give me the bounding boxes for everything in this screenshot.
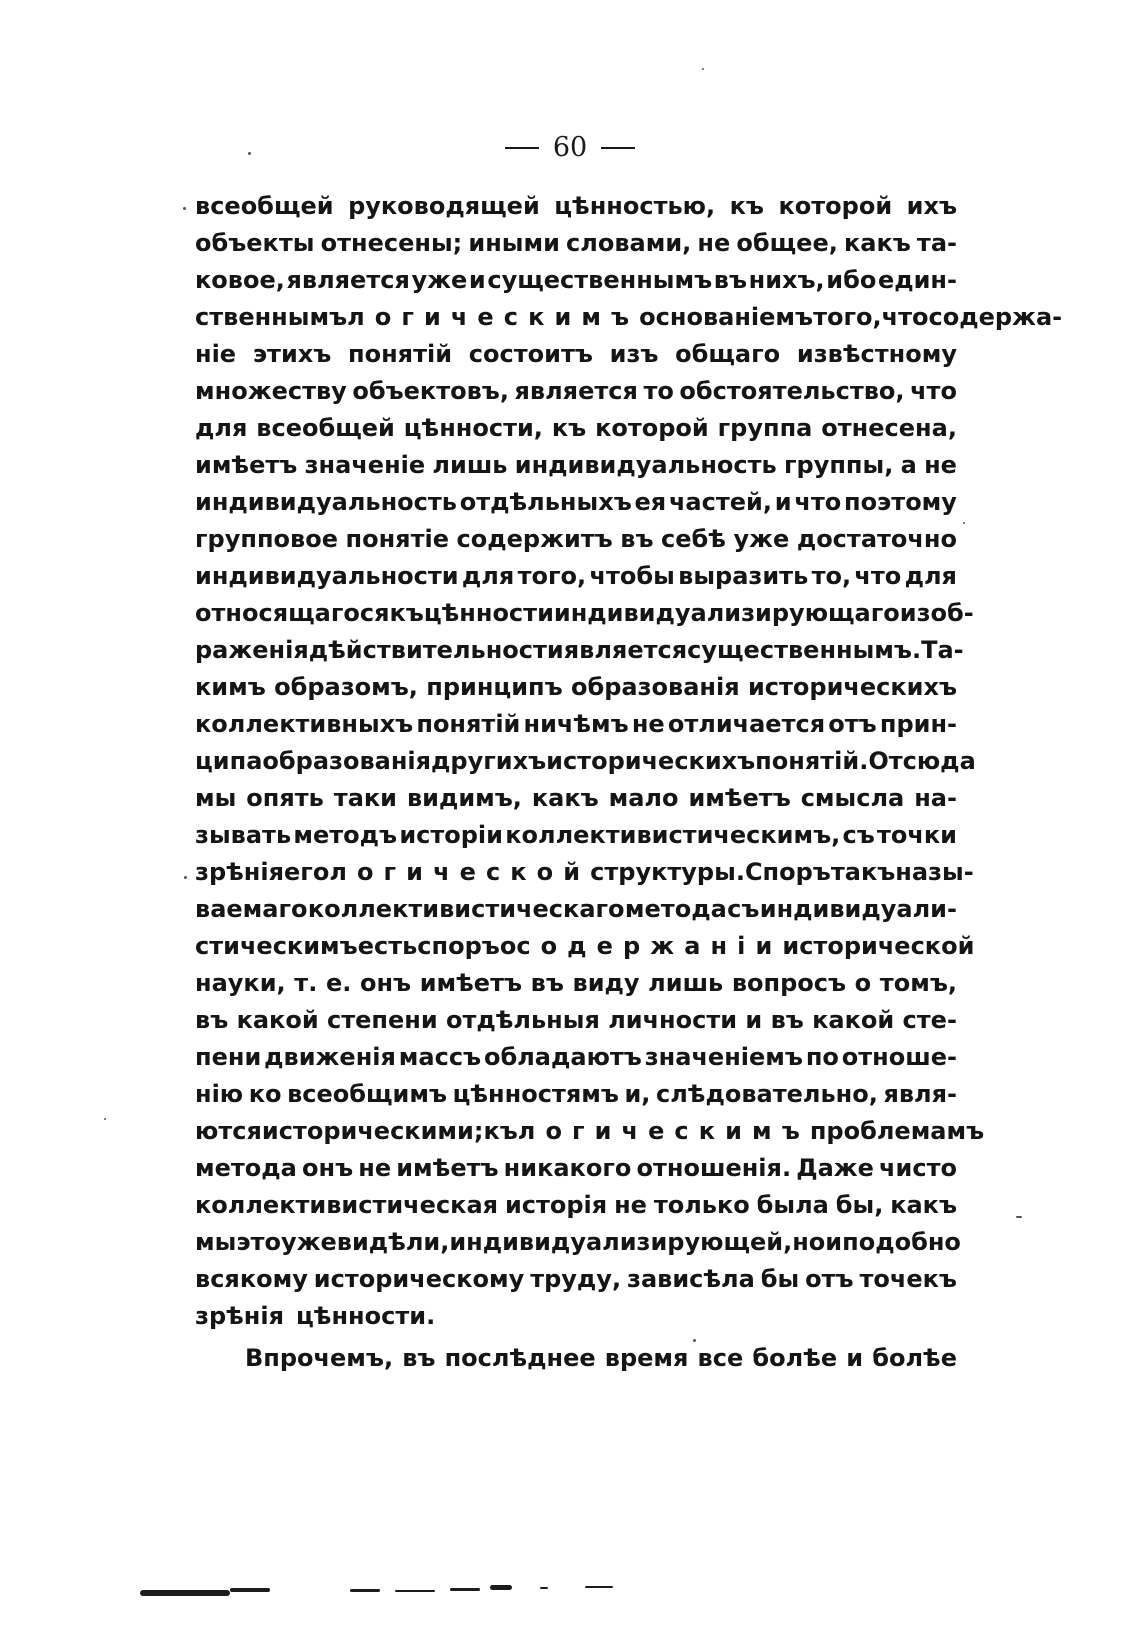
word: цѣнности	[423, 599, 554, 627]
text-line	[195, 373, 957, 410]
word: состоитъ	[468, 340, 593, 368]
word: обстоятельство,	[679, 377, 905, 405]
word: общаго	[675, 340, 781, 368]
text-line	[195, 299, 1063, 336]
word: все	[697, 1344, 744, 1372]
word: другихъ	[431, 747, 547, 775]
word: но	[792, 1228, 826, 1256]
word: отъ	[805, 1265, 854, 1293]
word: Та-	[921, 636, 964, 664]
word: подобно	[842, 1228, 961, 1256]
word: себѣ	[661, 525, 726, 553]
word: метода	[624, 895, 727, 923]
word: мы	[195, 784, 237, 812]
word: споръ	[417, 932, 500, 960]
word: въ	[713, 266, 748, 294]
word: является	[286, 266, 410, 294]
word: отнесены;	[320, 229, 463, 257]
word: по	[805, 1043, 839, 1071]
word: дѣйствительности	[308, 636, 564, 664]
word: словами,	[566, 229, 692, 257]
word: время	[604, 1344, 689, 1372]
word: онъ	[359, 969, 412, 997]
word: не	[697, 229, 731, 257]
word: это	[236, 1228, 281, 1256]
word: уже	[733, 525, 790, 553]
word: объектовъ,	[352, 377, 509, 405]
word: въ	[195, 1006, 229, 1034]
word: ніе	[195, 340, 237, 368]
word: достаточно	[796, 525, 957, 553]
word: о	[499, 932, 517, 960]
word: уже	[280, 1228, 337, 1256]
word: имѣетъ	[195, 451, 298, 479]
word: ея	[634, 488, 667, 516]
word: зывать	[195, 821, 292, 849]
word: изъ	[609, 340, 659, 368]
word: лишь	[432, 451, 508, 479]
word: къ	[729, 192, 764, 220]
word: на-	[914, 784, 957, 812]
word: исторической	[782, 932, 975, 960]
word: всякому	[195, 1265, 308, 1293]
word: то	[643, 377, 674, 405]
text-line	[195, 669, 957, 706]
word: всеобщей	[256, 414, 395, 442]
word: ибо	[826, 266, 877, 294]
word: историческими;	[261, 1117, 484, 1145]
word: кимъ	[195, 673, 266, 701]
word: и	[825, 1228, 843, 1256]
word: т.	[294, 969, 318, 997]
word: не	[614, 1191, 647, 1219]
word: болѣе	[872, 1344, 957, 1372]
word: бы,	[835, 1191, 884, 1219]
text-line	[195, 1039, 957, 1076]
word: въ	[770, 1006, 804, 1034]
word: движенія	[264, 1043, 396, 1071]
word: отличается	[667, 710, 826, 738]
word: относящагося	[195, 599, 390, 627]
word: какой	[812, 1006, 895, 1034]
text-line	[195, 1113, 985, 1150]
word: вопросъ	[731, 969, 847, 997]
word: какъ	[843, 229, 911, 257]
word: труду,	[530, 1265, 622, 1293]
word: Впрочемъ,	[245, 1344, 394, 1372]
text-line	[195, 484, 957, 521]
text-line	[195, 447, 957, 484]
word: основаніемъ	[639, 303, 814, 331]
scan-speck	[104, 1118, 106, 1120]
word: цѣнности,	[403, 414, 543, 442]
word: существеннымъ	[487, 266, 713, 294]
word: того,	[517, 562, 587, 590]
word: къ	[389, 599, 424, 627]
word: коллективистическимъ,	[505, 821, 841, 849]
word: для	[461, 562, 515, 590]
bottom-edge-mark	[350, 1589, 380, 1592]
word: которой	[778, 192, 893, 220]
scan-speck	[1016, 1216, 1022, 1218]
word: ственнымъ	[195, 303, 348, 331]
text-line	[195, 595, 974, 632]
word: иными	[468, 229, 560, 257]
word: методъ	[293, 821, 398, 849]
word: понятій	[348, 340, 453, 368]
text-line	[195, 706, 957, 743]
word: бы	[760, 1265, 800, 1293]
word: которой	[595, 414, 709, 442]
bottom-edge-mark	[540, 1587, 548, 1589]
word: проблемамъ	[809, 1117, 985, 1145]
word: содержитъ	[456, 525, 613, 553]
word: для	[195, 414, 248, 442]
word: ваемаго	[195, 895, 308, 923]
word: степени	[326, 1006, 438, 1034]
word: и	[846, 1344, 864, 1372]
text-line	[195, 225, 957, 262]
text-line	[195, 743, 976, 780]
word: образованія	[262, 747, 432, 775]
word: частей,	[668, 488, 772, 516]
word: понятій.	[755, 747, 869, 775]
word: руководящей	[348, 192, 540, 220]
page-header	[0, 128, 1140, 168]
scan-speck	[184, 876, 187, 879]
word: отнесена,	[821, 414, 957, 442]
page-number: 60	[552, 132, 588, 163]
word: какой	[236, 1006, 319, 1034]
word: его	[284, 858, 330, 886]
word: индивидуали-	[759, 895, 957, 923]
word: онъ	[302, 1154, 354, 1182]
word: лишь	[648, 969, 724, 997]
word: понятіе	[345, 525, 449, 553]
text-line	[195, 928, 975, 965]
word: Споръ	[744, 858, 831, 886]
word: къ	[483, 1117, 518, 1145]
word: такъ	[830, 858, 896, 886]
word: мало	[608, 784, 679, 812]
word: ихъ	[906, 192, 957, 220]
word: Отсюда	[868, 747, 976, 775]
word: не	[631, 710, 665, 738]
bottom-edge-mark	[450, 1588, 480, 1591]
word: личности	[608, 1006, 738, 1034]
text-line	[195, 891, 957, 928]
scan-speck	[248, 152, 251, 155]
word: и	[745, 1006, 763, 1034]
word: всеобщимъ	[287, 1080, 448, 1108]
word: стическимъ	[195, 932, 358, 960]
word: назы-	[895, 858, 974, 886]
word: смысла	[800, 784, 905, 812]
text-line	[195, 1298, 957, 1335]
bottom-edge-mark	[395, 1590, 435, 1592]
word: отношенія.	[636, 1154, 792, 1182]
word: то,	[811, 562, 852, 590]
word: сте-	[902, 1006, 957, 1034]
word: что	[854, 562, 902, 590]
word: какъ	[890, 1191, 957, 1219]
word: цѣнностью,	[554, 192, 716, 220]
word: слѣдовательно,	[656, 1080, 878, 1108]
word: логическимъ	[517, 1117, 810, 1145]
word: болѣе	[752, 1344, 838, 1372]
word: имѣетъ	[419, 969, 523, 997]
word: раженія	[195, 636, 309, 664]
word: таки	[333, 784, 397, 812]
text-line	[195, 262, 957, 299]
word: историческому	[313, 1265, 525, 1293]
word: извѣстному	[796, 340, 957, 368]
word: индивидуализирующей,	[449, 1228, 793, 1256]
word: послѣднее	[444, 1344, 596, 1372]
word: коллективистическая	[195, 1191, 499, 1219]
word: нихъ,	[748, 266, 825, 294]
word: томъ,	[879, 969, 957, 997]
word: цѣнностямъ	[452, 1080, 619, 1108]
word: исторія	[504, 1191, 608, 1219]
left-dash	[505, 147, 539, 149]
word: понятій	[416, 710, 521, 738]
word: Даже	[796, 1154, 874, 1182]
word: ковое,	[195, 266, 285, 294]
word: не	[358, 1154, 392, 1182]
word: ются	[195, 1117, 262, 1145]
word: поэтому	[843, 488, 957, 516]
word: и	[774, 488, 792, 516]
scan-speck	[702, 68, 704, 70]
word: что	[910, 377, 957, 405]
word: точки	[877, 821, 957, 849]
word: съ	[842, 821, 875, 849]
body-text	[195, 188, 1063, 1377]
word: для	[904, 562, 957, 590]
word: точекъ	[859, 1265, 957, 1293]
text-line	[195, 410, 957, 447]
word: зрѣнія	[195, 858, 285, 886]
word: группа	[717, 414, 813, 442]
word: ципа	[195, 747, 263, 775]
word: виду	[572, 969, 640, 997]
text-line	[195, 854, 974, 891]
word: какъ	[531, 784, 599, 812]
word: историческихъ	[546, 747, 756, 775]
word: групповое	[195, 525, 338, 553]
word: и	[468, 266, 486, 294]
word: въ	[402, 1344, 436, 1372]
word: метода	[195, 1154, 297, 1182]
word: группы,	[783, 451, 894, 479]
word: съ	[727, 895, 760, 923]
word: коллективныхъ	[195, 710, 414, 738]
word: что	[881, 303, 929, 331]
word: что	[794, 488, 842, 516]
bottom-edge-mark	[140, 1590, 230, 1596]
text-line	[195, 558, 957, 595]
word: существеннымъ.	[687, 636, 922, 664]
word: этихъ	[252, 340, 332, 368]
word: зависѣла	[627, 1265, 755, 1293]
word: значеніе	[304, 451, 426, 479]
word: видѣли,	[336, 1228, 450, 1256]
word: образованія	[570, 673, 740, 701]
text-line	[195, 1224, 961, 1261]
word: прин-	[879, 710, 957, 738]
word: историческихъ	[747, 673, 957, 701]
word: логическимъ	[347, 303, 640, 331]
word: индивидуальности	[195, 562, 459, 590]
word: нію	[195, 1080, 244, 1108]
word: пени	[195, 1043, 262, 1071]
word: чисто	[879, 1154, 957, 1182]
word: зрѣнія	[195, 1302, 285, 1330]
word: е.	[325, 969, 352, 997]
word: чтобы	[589, 562, 675, 590]
right-dash	[601, 147, 635, 149]
word: содержа-	[928, 303, 1063, 331]
text-line	[195, 965, 957, 1002]
word: логической	[329, 858, 591, 886]
text-line	[195, 632, 964, 669]
word: значеніемъ	[644, 1043, 803, 1071]
word: та-	[916, 229, 957, 257]
text-line	[195, 336, 957, 373]
word: индивидуальность	[514, 451, 777, 479]
word: обладаютъ	[483, 1043, 642, 1071]
word: индивидуальность	[195, 488, 457, 516]
word: о	[854, 969, 872, 997]
word: ничѣмъ	[523, 710, 629, 738]
word: множеству	[195, 377, 347, 405]
word: опять	[246, 784, 324, 812]
text-line	[195, 1340, 957, 1377]
text-line	[195, 1076, 957, 1113]
word: отдѣльныхъ	[459, 488, 632, 516]
text-line	[195, 1187, 957, 1224]
word: мы	[195, 1228, 237, 1256]
bottom-edge-mark	[490, 1585, 512, 1590]
text-line	[195, 1150, 957, 1187]
word: ко	[248, 1080, 282, 1108]
word: къ	[551, 414, 587, 442]
word: никакого	[503, 1154, 632, 1182]
word: исторіи	[399, 821, 503, 849]
word: коллективистическаго	[307, 895, 625, 923]
scan-speck	[183, 207, 186, 210]
word: имѣетъ	[688, 784, 791, 812]
word: только	[653, 1191, 750, 1219]
word: видимъ,	[406, 784, 522, 812]
word: выразить	[678, 562, 809, 590]
word: а	[900, 451, 917, 479]
text-line	[195, 1002, 957, 1039]
scan-speck	[963, 522, 965, 524]
word: и,	[624, 1080, 651, 1108]
word: образомъ,	[274, 673, 418, 701]
text-line	[195, 188, 957, 225]
word: структуры.	[590, 858, 745, 886]
word: является	[563, 636, 688, 664]
word: отъ	[828, 710, 877, 738]
word: явля-	[883, 1080, 957, 1108]
word: является	[514, 377, 638, 405]
word: отдѣльныя	[445, 1006, 600, 1034]
word: того,	[813, 303, 882, 331]
word: изоб-	[899, 599, 974, 627]
word: имѣетъ	[396, 1154, 499, 1182]
word: была	[756, 1191, 829, 1219]
bottom-edge-mark	[230, 1588, 270, 1592]
word: содержаніи	[516, 932, 783, 960]
word: индивидуализирующаго	[553, 599, 900, 627]
word: един-	[877, 266, 957, 294]
word: въ	[620, 525, 654, 553]
word: науки,	[195, 969, 286, 997]
word: уже	[411, 266, 468, 294]
word: общее,	[736, 229, 838, 257]
word: принципъ	[426, 673, 563, 701]
word: отноше-	[841, 1043, 957, 1071]
word: цѣнности.	[296, 1302, 436, 1330]
scan-speck	[693, 1339, 696, 1342]
text-line	[195, 780, 957, 817]
text-line	[195, 521, 957, 558]
word: всеобщей	[195, 192, 334, 220]
word: есть	[357, 932, 418, 960]
text-line	[195, 1261, 957, 1298]
word: массъ	[398, 1043, 482, 1071]
word: объекты	[195, 229, 315, 257]
bottom-edge-mark	[585, 1586, 613, 1588]
text-line	[195, 817, 957, 854]
word: въ	[530, 969, 564, 997]
word: не	[924, 451, 957, 479]
